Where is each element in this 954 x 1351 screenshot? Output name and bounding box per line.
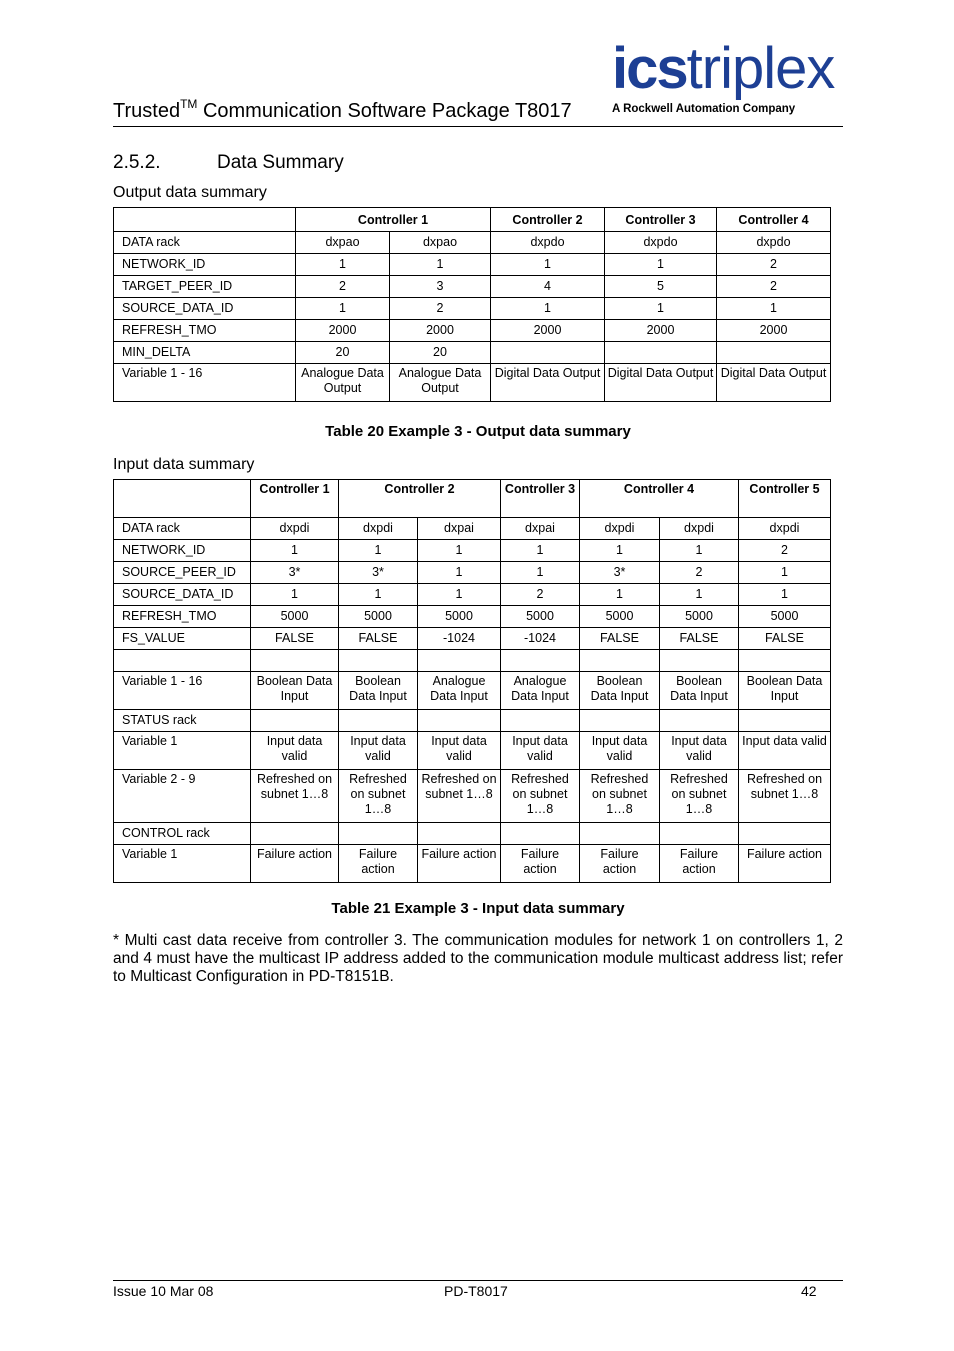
table-cell: Analogue Data Input xyxy=(418,672,501,710)
table-cell: 5000 xyxy=(660,606,739,628)
row-label: FS_VALUE xyxy=(114,628,251,650)
table-cell: 5000 xyxy=(251,606,339,628)
output-table-caption: Table 20 Example 3 - Output data summary xyxy=(325,423,631,440)
output-header-blank xyxy=(114,208,296,232)
title-suffix: Communication Software Package T8017 xyxy=(197,100,572,122)
table-cell: 1 xyxy=(739,562,831,584)
table-cell xyxy=(418,650,501,672)
table-cell: 4 xyxy=(491,276,605,298)
table-cell xyxy=(418,710,501,732)
table-cell: 5 xyxy=(605,276,717,298)
table-cell: dxpdi xyxy=(580,518,660,540)
table-cell: 2000 xyxy=(717,320,831,342)
table-cell: dxpdo xyxy=(717,232,831,254)
table-cell: 1 xyxy=(339,584,418,606)
table-cell: Input data valid xyxy=(339,732,418,770)
row-label: SOURCE_PEER_ID xyxy=(114,562,251,584)
table-cell xyxy=(739,650,831,672)
section-title: Data Summary xyxy=(217,152,344,173)
table-cell: 2 xyxy=(296,276,390,298)
table-cell: dxpai xyxy=(501,518,580,540)
section-heading xyxy=(113,152,344,174)
row-label: Variable 1 - 16 xyxy=(114,672,251,710)
row-label: Variable 1 xyxy=(114,732,251,770)
table-cell: Refreshed on subnet 1…8 xyxy=(739,770,831,823)
table-cell xyxy=(580,823,660,845)
table-cell: dxpdo xyxy=(605,232,717,254)
table-cell: Failure action xyxy=(739,845,831,883)
logo-tagline: A Rockwell Automation Company xyxy=(612,103,796,115)
table-cell: Failure action xyxy=(339,845,418,883)
table-cell: Analogue Data Output xyxy=(390,364,491,402)
table-cell: 1 xyxy=(580,584,660,606)
table-cell: FALSE xyxy=(251,628,339,650)
table-cell: 1 xyxy=(717,298,831,320)
table-cell xyxy=(418,823,501,845)
input-summary-heading: Input data summary xyxy=(113,456,255,473)
table-cell: 1 xyxy=(418,540,501,562)
table-cell: 3* xyxy=(580,562,660,584)
table-cell xyxy=(339,823,418,845)
table-cell: 2 xyxy=(501,584,580,606)
table-cell: 1 xyxy=(418,562,501,584)
table-row xyxy=(114,342,831,364)
table-row xyxy=(114,823,831,845)
row-label: DATA rack xyxy=(114,518,251,540)
table-row xyxy=(114,232,831,254)
table-cell: 3* xyxy=(251,562,339,584)
table-cell: 1 xyxy=(491,298,605,320)
footer-issue: Issue 10 Mar 08 xyxy=(113,1283,214,1299)
table-cell: Input data valid xyxy=(501,732,580,770)
input-header-controller-3: Controller 3 xyxy=(501,480,580,518)
table-cell: FALSE xyxy=(580,628,660,650)
table-cell: Digital Data Output xyxy=(717,364,831,402)
table-row xyxy=(114,672,831,710)
table-cell: Input data valid xyxy=(660,732,739,770)
input-header-row xyxy=(114,480,831,518)
table-cell: 2000 xyxy=(491,320,605,342)
row-label: TARGET_PEER_ID xyxy=(114,276,296,298)
table-cell: 2000 xyxy=(390,320,491,342)
table-cell: Refreshed on subnet 1…8 xyxy=(339,770,418,823)
table-cell xyxy=(251,823,339,845)
table-cell: 2 xyxy=(660,562,739,584)
table-cell: 1 xyxy=(339,540,418,562)
output-header-controller-3: Controller 3 xyxy=(605,208,717,232)
table-cell: 5000 xyxy=(501,606,580,628)
table-row xyxy=(114,628,831,650)
table-cell: Failure action xyxy=(501,845,580,883)
table-cell xyxy=(501,823,580,845)
table-row xyxy=(114,770,831,823)
table-cell: 1 xyxy=(660,584,739,606)
table-row xyxy=(114,540,831,562)
table-row xyxy=(114,276,831,298)
table-cell: FALSE xyxy=(660,628,739,650)
ics-triplex-logo xyxy=(608,38,844,122)
input-data-table xyxy=(113,479,831,883)
table-cell: Refreshed on subnet 1…8 xyxy=(580,770,660,823)
output-header-controller-1: Controller 1 xyxy=(296,208,491,232)
table-cell: 1 xyxy=(390,254,491,276)
document-title xyxy=(113,99,572,123)
table-cell: 5000 xyxy=(739,606,831,628)
table-cell: Refreshed on subnet 1…8 xyxy=(660,770,739,823)
table-cell: -1024 xyxy=(501,628,580,650)
row-label: SOURCE_DATA_ID xyxy=(114,584,251,606)
table-cell: Digital Data Output xyxy=(491,364,605,402)
table-cell: Boolean Data Input xyxy=(660,672,739,710)
row-label: CONTROL rack xyxy=(114,823,251,845)
output-data-table xyxy=(113,207,831,402)
table-cell xyxy=(739,710,831,732)
table-cell: 1 xyxy=(501,540,580,562)
table-cell: 1 xyxy=(739,584,831,606)
table-cell: FALSE xyxy=(339,628,418,650)
footer-divider xyxy=(113,1280,843,1281)
table-row xyxy=(114,364,831,402)
table-cell xyxy=(605,342,717,364)
table-cell xyxy=(739,823,831,845)
table-cell xyxy=(580,650,660,672)
table-cell: 2000 xyxy=(296,320,390,342)
row-label: DATA rack xyxy=(114,232,296,254)
table-row xyxy=(114,254,831,276)
row-label: NETWORK_ID xyxy=(114,254,296,276)
table-cell: 1 xyxy=(605,254,717,276)
table-cell xyxy=(501,650,580,672)
table-cell xyxy=(580,710,660,732)
table-cell: Boolean Data Input xyxy=(739,672,831,710)
table-cell xyxy=(660,650,739,672)
row-label: Variable 2 - 9 xyxy=(114,770,251,823)
table-cell: Failure action xyxy=(660,845,739,883)
output-header-controller-2: Controller 2 xyxy=(491,208,605,232)
row-label: NETWORK_ID xyxy=(114,540,251,562)
input-header-controller-1: Controller 1 xyxy=(251,480,339,518)
table-row xyxy=(114,518,831,540)
row-label: REFRESH_TMO xyxy=(114,320,296,342)
table-cell xyxy=(660,710,739,732)
table-cell: dxpao xyxy=(296,232,390,254)
table-cell: Boolean Data Input xyxy=(339,672,418,710)
table-row xyxy=(114,606,831,628)
table-cell: 3 xyxy=(390,276,491,298)
row-label: Variable 1 xyxy=(114,845,251,883)
table-cell xyxy=(251,710,339,732)
trademark-mark: TM xyxy=(180,97,198,111)
table-cell: dxpdi xyxy=(251,518,339,540)
row-label xyxy=(114,650,251,672)
table-cell: 1 xyxy=(296,298,390,320)
output-summary-heading: Output data summary xyxy=(113,184,267,201)
table-cell: 5000 xyxy=(580,606,660,628)
logo-triplex: triplex xyxy=(686,36,835,101)
table-cell: Digital Data Output xyxy=(605,364,717,402)
table-cell: 5000 xyxy=(418,606,501,628)
table-cell xyxy=(717,342,831,364)
output-header-row xyxy=(114,208,831,232)
table-cell: dxpdi xyxy=(660,518,739,540)
row-label: Variable 1 - 16 xyxy=(114,364,296,402)
table-row xyxy=(114,732,831,770)
table-cell: dxpao xyxy=(390,232,491,254)
table-cell: 2 xyxy=(390,298,491,320)
table-cell: Input data valid xyxy=(739,732,831,770)
table-cell: 1 xyxy=(251,584,339,606)
table-cell: 2000 xyxy=(605,320,717,342)
row-label: REFRESH_TMO xyxy=(114,606,251,628)
table-cell: -1024 xyxy=(418,628,501,650)
table-cell: Refreshed on subnet 1…8 xyxy=(501,770,580,823)
table-cell: dxpdi xyxy=(739,518,831,540)
output-header-controller-4: Controller 4 xyxy=(717,208,831,232)
table-cell: Refreshed on subnet 1…8 xyxy=(418,770,501,823)
table-cell: Boolean Data Input xyxy=(580,672,660,710)
header-divider xyxy=(113,126,843,127)
table-cell: Input data valid xyxy=(251,732,339,770)
table-cell: 3* xyxy=(339,562,418,584)
table-row-blank xyxy=(114,650,831,672)
input-header-controller-4: Controller 4 xyxy=(580,480,739,518)
table-cell: Input data valid xyxy=(580,732,660,770)
table-cell xyxy=(339,650,418,672)
table-row xyxy=(114,710,831,732)
table-cell: dxpdo xyxy=(491,232,605,254)
table-cell: 1 xyxy=(501,562,580,584)
table-cell: 1 xyxy=(660,540,739,562)
logo-ics: ics xyxy=(612,36,687,101)
table-cell: 1 xyxy=(580,540,660,562)
table-cell: Refreshed on subnet 1…8 xyxy=(251,770,339,823)
table-cell: 2 xyxy=(717,276,831,298)
row-label: SOURCE_DATA_ID xyxy=(114,298,296,320)
table-row xyxy=(114,298,831,320)
table-cell xyxy=(501,710,580,732)
table-cell: 1 xyxy=(296,254,390,276)
table-cell: 1 xyxy=(605,298,717,320)
table-cell: 20 xyxy=(390,342,491,364)
footer-page-number: 42 xyxy=(801,1283,817,1299)
table-cell: Boolean Data Input xyxy=(251,672,339,710)
footer-doc-id: PD-T8017 xyxy=(444,1283,508,1299)
input-table-caption: Table 21 Example 3 - Input data summary xyxy=(331,900,625,917)
table-cell: dxpdi xyxy=(339,518,418,540)
table-cell xyxy=(491,342,605,364)
input-header-controller-5: Controller 5 xyxy=(739,480,831,518)
row-label: STATUS rack xyxy=(114,710,251,732)
section-number: 2.5.2. xyxy=(113,152,161,173)
table-row xyxy=(114,562,831,584)
table-cell xyxy=(660,823,739,845)
input-header-controller-2: Controller 2 xyxy=(339,480,501,518)
logo-wordmark xyxy=(612,38,834,100)
table-cell: Analogue Data Output xyxy=(296,364,390,402)
table-cell: 2 xyxy=(739,540,831,562)
table-cell: dxpai xyxy=(418,518,501,540)
table-row xyxy=(114,845,831,883)
table-cell xyxy=(251,650,339,672)
title-prefix: Trusted xyxy=(113,100,181,122)
table-cell: FALSE xyxy=(739,628,831,650)
table-cell: 5000 xyxy=(339,606,418,628)
table-cell: Failure action xyxy=(580,845,660,883)
table-row xyxy=(114,320,831,342)
multicast-footnote: * Multi cast data receive from controller 3. The communication modules for network 1 on controllers 1, 2 and 4 must have the multicast IP address added to the communication module multicast address list; refer to Multicast Configuration in PD-T8151B. xyxy=(113,932,843,985)
table-cell: 1 xyxy=(418,584,501,606)
table-cell: 20 xyxy=(296,342,390,364)
table-cell: Failure action xyxy=(418,845,501,883)
table-cell: Failure action xyxy=(251,845,339,883)
table-cell: Analogue Data Input xyxy=(501,672,580,710)
input-header-blank xyxy=(114,480,251,518)
table-cell: 2 xyxy=(717,254,831,276)
table-cell: 1 xyxy=(491,254,605,276)
table-cell: 1 xyxy=(251,540,339,562)
table-cell xyxy=(339,710,418,732)
table-row xyxy=(114,584,831,606)
table-cell: Input data valid xyxy=(418,732,501,770)
row-label: MIN_DELTA xyxy=(114,342,296,364)
